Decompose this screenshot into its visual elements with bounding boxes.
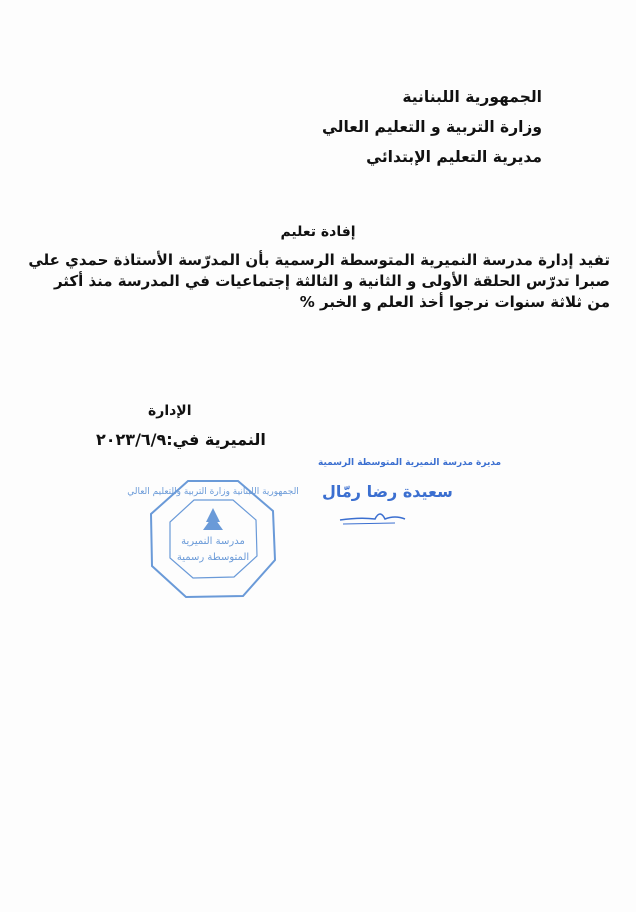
cedar-icon xyxy=(203,508,223,530)
seal-outer-text: الجمهورية اللبنانية وزارة التربية والتعليم العالي xyxy=(127,487,299,497)
place-date: النميرية في:٢٠٢٣/٦/٩ xyxy=(96,430,266,449)
document-body xyxy=(20,250,610,313)
body-line: صبرا تدرّس الحلقة الأولى و الثانية و الثالثة إجتماعيات في المدرسة منذ أكثر xyxy=(53,272,610,290)
seal-inner-line1: مدرسة النميرية xyxy=(181,536,245,547)
signature-icon xyxy=(335,505,415,530)
body-line: تفيد إدارة مدرسة النميرية المتوسطة الرسمية بأن المدرّسة الأستاذة حمدي علي xyxy=(28,251,610,269)
administration-label: الإدارة xyxy=(148,403,192,419)
principal-stamp-title: مديرة مدرسة النميرية المتوسطة الرسمية xyxy=(318,458,502,468)
principal-stamp-name: سعيدة رضا رمّال xyxy=(322,482,453,501)
official-seal-icon xyxy=(127,478,299,600)
header-republic: الجمهورية اللبنانية xyxy=(402,88,542,106)
seal-inner-line2: المتوسطة رسمية xyxy=(176,552,250,563)
header-directorate: مديرية التعليم الإبتدائي xyxy=(366,148,542,166)
body-line: من ثلاثة سنوات نرجوا أخذ العلم و الخبر % xyxy=(299,293,610,311)
document-title: إفادة تعليم xyxy=(280,224,356,240)
header-ministry: وزارة التربية و التعليم العالي xyxy=(321,118,542,136)
